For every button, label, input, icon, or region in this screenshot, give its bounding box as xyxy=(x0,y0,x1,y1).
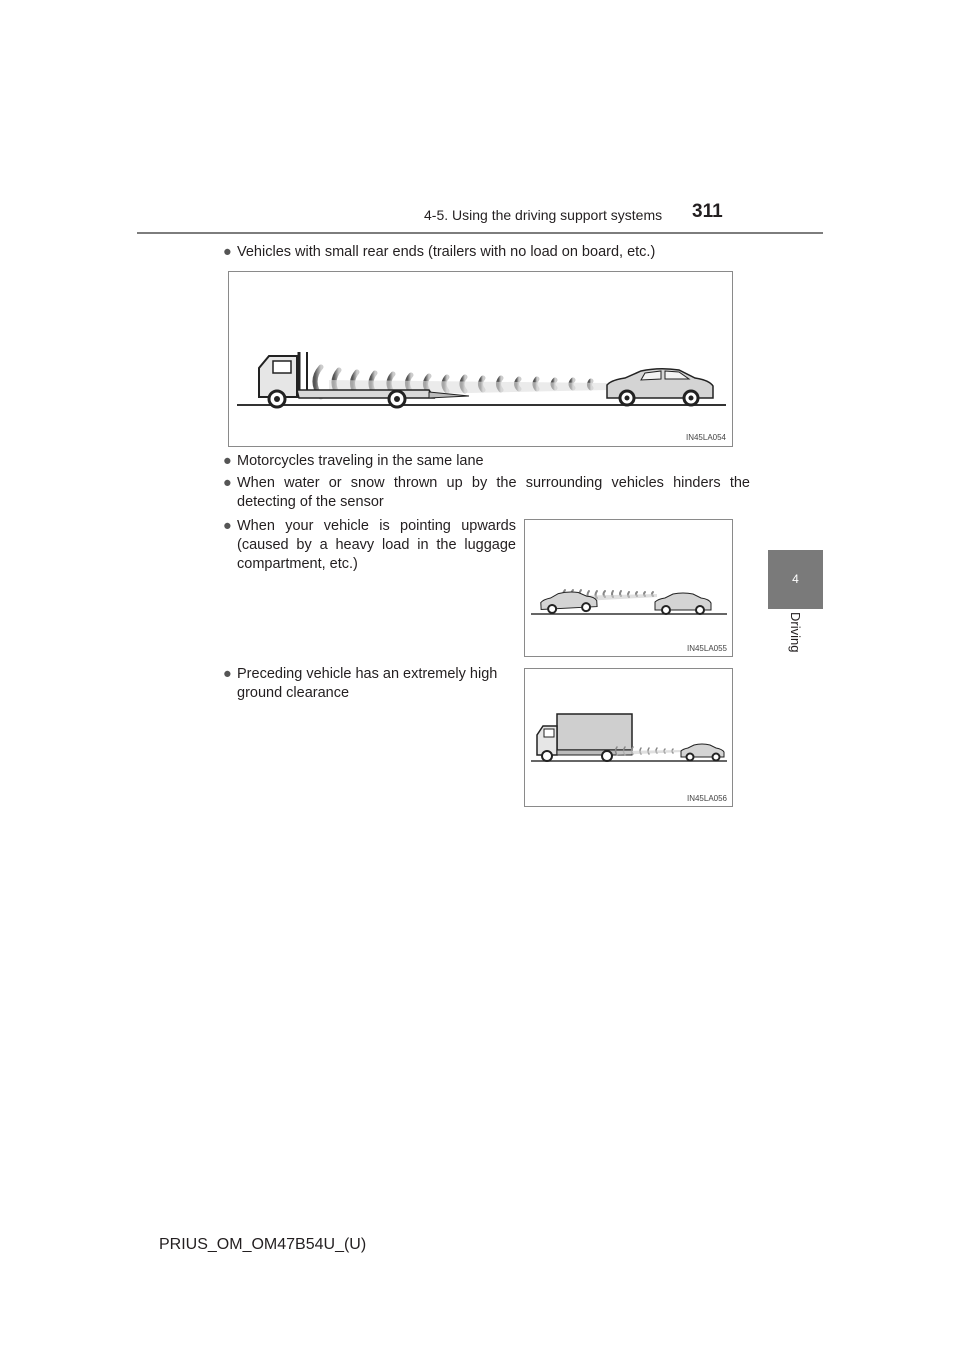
footer-model-code: PRIUS_OM_OM47B54U_(U) xyxy=(159,1236,367,1253)
bullet-high-clearance xyxy=(223,665,516,703)
trailer-illustration-svg xyxy=(229,272,732,446)
figure-code: IN45LA056 xyxy=(686,794,727,803)
bullet-pointing-upwards xyxy=(223,517,516,574)
section-title: 4-5. Using the driving support systems xyxy=(424,207,663,223)
chapter-label-container xyxy=(786,612,806,672)
figure-trailer-illustration xyxy=(228,271,733,447)
pointing-upwards-svg xyxy=(525,520,732,656)
figure-high-clearance-illustration xyxy=(524,668,733,807)
bullet-small-rear-ends xyxy=(223,243,743,262)
bullet-text: Motorcycles traveling in the same lane xyxy=(237,453,484,469)
figure-code: IN45LA055 xyxy=(686,644,727,653)
bullet-text: When water or snow thrown up by the surrounding vehicles hinders the detecting of the sensor xyxy=(237,475,750,510)
bullet-marker: ● xyxy=(223,475,232,491)
header-divider xyxy=(137,232,823,234)
bullet-text: Preceding vehicle has an extremely high ground clearance xyxy=(237,666,498,701)
chapter-label: Driving xyxy=(788,612,803,653)
figure-pointing-upwards-illustration xyxy=(524,519,733,657)
high-clearance-svg xyxy=(525,669,732,806)
bullet-text: When your vehicle is pointing upwards (caused by a heavy load in the luggage compartment, etc.) xyxy=(237,518,516,572)
chapter-tab xyxy=(768,550,823,609)
bullet-water-snow xyxy=(223,474,750,512)
figure-code: IN45LA054 xyxy=(685,433,726,442)
bullet-marker: ● xyxy=(223,244,232,260)
bullet-marker: ● xyxy=(223,453,232,469)
chapter-number: 4 xyxy=(792,572,799,586)
bullet-marker: ● xyxy=(223,666,232,682)
page-number: 311 xyxy=(692,201,723,222)
bullet-motorcycles xyxy=(223,452,743,471)
bullet-marker: ● xyxy=(223,518,232,534)
bullet-text: Vehicles with small rear ends (trailers with no load on board, etc.) xyxy=(237,244,656,260)
